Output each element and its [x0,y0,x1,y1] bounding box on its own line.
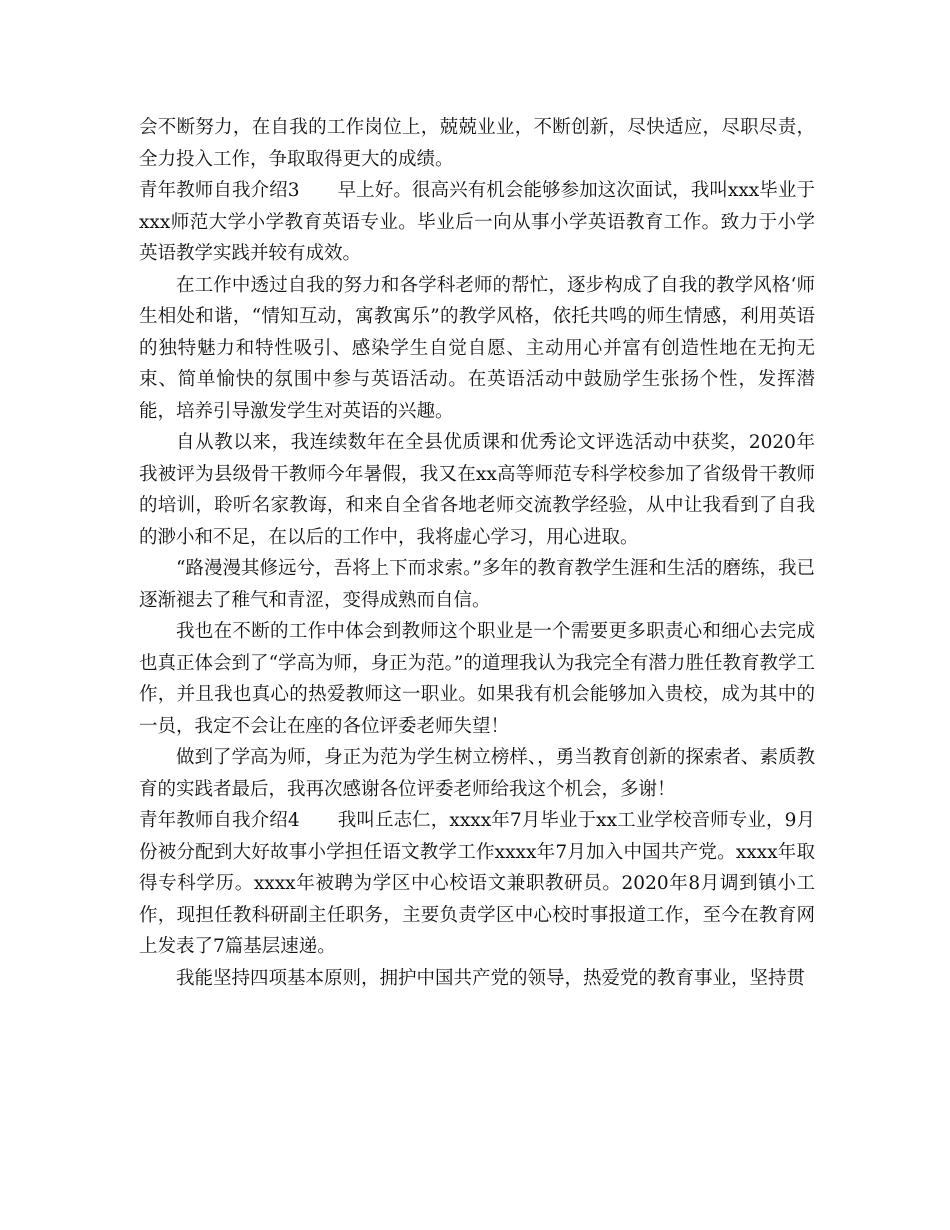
paragraph-text: 做到了学高为师，身正为范为学生树立榜样、，勇当教育创新的探索者、素质教育的实践者最后，我再次感谢各位评委老师给我这个机会，多谢！ [139,747,815,800]
paragraph-5 [139,553,815,616]
paragraph-text: “路漫漫其修远兮，吾将上下而求索。”多年的教育教学生涯和生活的磨练，我已逐渐褪去了稚气和青涩，变得成熟而自信。 [139,558,815,611]
paragraph-4 [139,427,815,553]
paragraph-9 [139,963,815,995]
paragraph-6 [139,616,815,742]
paragraph-text: 早上好。很高兴有机会能够参加这次面试，我叫xxx毕业于xxx师范大学小学教育英语专业。毕业后一向从事小学英语教育工作。致力于小学英语教学实践并较有成效。 [139,180,815,264]
paragraph-text: 会不断努力，在自我的工作岗位上，兢兢业业，不断创新，尽快适应，尽职尽责，全力投入工作，争取取得更大的成绩。 [139,117,815,170]
paragraph-text: 我叫丘志仁，xxxx年7月毕业于xx工业学校音师专业，9月份被分配到大好故事小学担任语文教学工作xxxx年7月加入中国共产党。xxxx年取得专科学历。xxxx年被聘为学区中心校语文兼职教研员。2020年8月调到镇小工作，现担任教科研副主任职务，主要负责学区中心校时事报道工作，至今在教育网上发表了7篇基层速递。 [139,810,815,957]
paragraph-2 [139,175,815,270]
paragraph-text: 自从教以来，我连续数年在全县优质课和优秀论文评选活动中获奖，2020年我被评为县级骨干教师今年暑假，我又在xx高等师范专科学校参加了省级骨干教师的培训，聆听名家教诲，和来自全省各地老师交流教学经验，从中让我看到了自我的渺小和不足，在以后的工作中，我将虚心学习，用心进取。 [139,432,815,548]
paragraph-7 [139,742,815,805]
paragraph-text: 我能坚持四项基本原则，拥护中国共产党的领导，热爱党的教育事业，坚持贯 [176,967,806,989]
paragraph-text: 我也在不断的工作中体会到教师这个职业是一个需要更多职责心和细心去完成也真正体会到了“学高为师，身正为范。”的道理我认为我完全有潜力胜任教育教学工作，并且我也真心的热爱教师这一职业。如果我有机会能够加入贵校，成为其中的一员，我定不会让在座的各位评委老师失望！ [139,621,815,737]
paragraph-1 [139,112,815,175]
paragraph-text: 在工作中透过自我的努力和各学科老师的帮忙，逐步构成了自我的教学风格‘师生相处和谐，“情知互动，寓教寓乐”的教学风格，依托共鸣的师生情感，利用英语的独特魅力和特性吸引、感染学生自觉自愿、主动用心并富有创造性地在无拘无束、简单愉快的氛围中参与英语活动。在英语活动中鼓励学生张扬个性，发挥潜能，培养引导激发学生对英语的兴趣。 [139,274,815,422]
paragraph-3 [139,270,815,428]
section-heading-3: 青年教师自我介绍3 [139,180,300,201]
document-body [139,112,815,994]
section-heading-4: 青年教师自我介绍4 [139,810,300,831]
paragraph-8 [139,805,815,963]
